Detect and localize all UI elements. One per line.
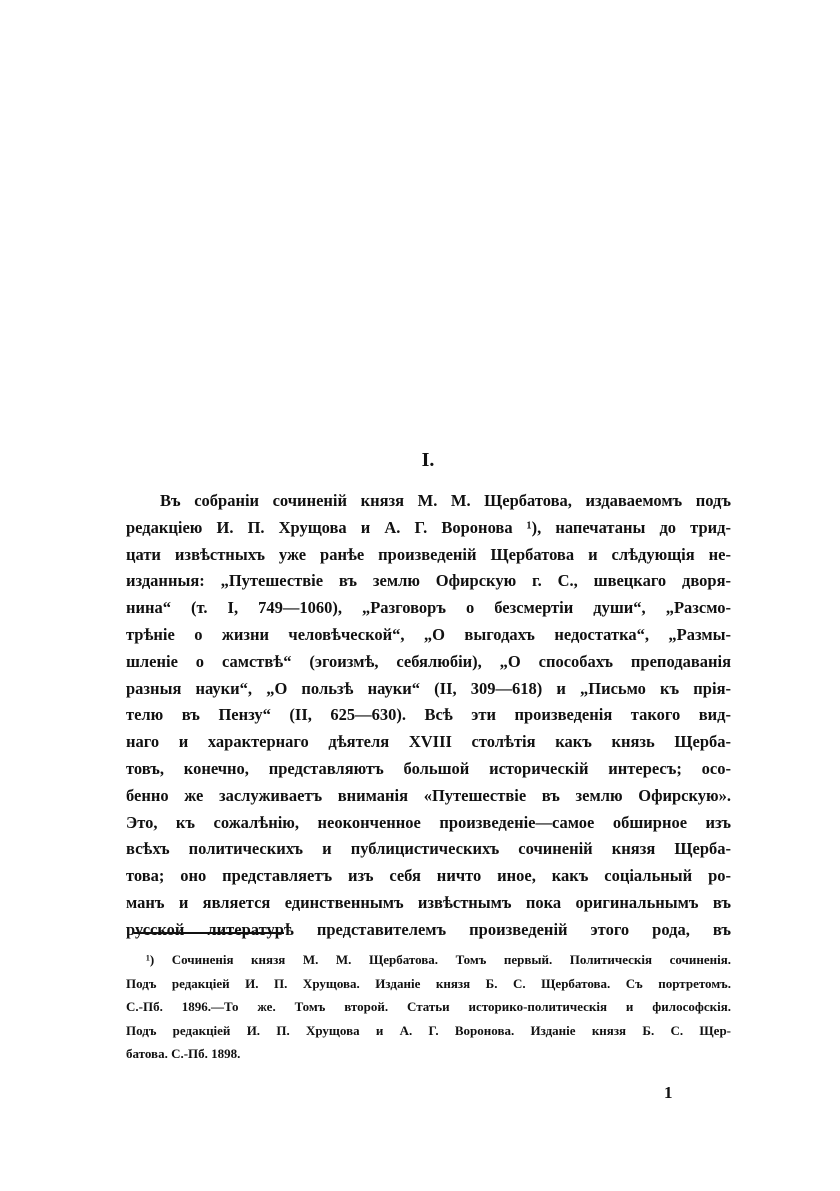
footnote-line: Подъ редакцiей И. П. Хрущова. Изданiе князя Б. С. Щербатова. Съ портретомъ. (126, 975, 731, 991)
text-line: телю въ Пензу“ (II, 625—630). Всѣ эти произведенiя такого вид- (126, 705, 731, 725)
footnote-line: ¹) Сочиненiя князя М. М. Щербатова. Томъ первый. Политическiя сочиненiя. (146, 952, 731, 967)
text-line: цати извѣстныхъ уже ранѣе произведенiй Щербатова и слѣдующiя не- (126, 544, 731, 564)
text-line: това; оно представляетъ изъ себя ничто иное, какъ соцiальный ро- (126, 866, 731, 886)
text-line: шленiе о самствѣ“ (эгоизмѣ, себялюбiи), „О способахъ преподаванiя (126, 651, 731, 671)
text-line: разныя науки“, „О пользѣ науки“ (II, 309—618) и „Письмо къ прiя- (126, 678, 731, 698)
text-line: бенно же заслуживаетъ вниманiя «Путешествiе въ землю Офирскую». (126, 785, 731, 805)
footnote-line: С.-Пб. 1896.—То же. Томъ второй. Статьи историко-политическiя и философскiя. (126, 999, 731, 1014)
text-line: редакцiею И. П. Хрущова и А. Г. Воронова ¹), напечатаны до трид- (126, 517, 731, 537)
text-line: Это, къ сожалѣнiю, неоконченное произведенiе—самое обширное изъ (126, 812, 731, 832)
text-line: нина“ (т. I, 749—1060), „Разговоръ о безсмертiи души“, „Разсмо- (126, 598, 731, 618)
text-line: русской литературѣ представителемъ произведенiй этого рода, въ (126, 919, 731, 939)
text-line: всѣхъ политическихъ и публицистическихъ сочиненiй князя Щерба- (126, 839, 731, 859)
footnote-line: Подъ редакцiей И. П. Хрущова и А. Г. Воронова. Изданiе князя Б. С. Щер- (126, 1022, 731, 1038)
text-line: трѣнiе о жизни человѣческой“, „О выгодахъ недостатка“, „Размы- (126, 624, 731, 644)
text-line: манъ и является единственнымъ извѣстнымъ пока оригинальнымъ въ (126, 892, 731, 912)
footnote-separator (134, 932, 284, 934)
text-line: наго и характернаго дѣятеля XVIII столѣтiя какъ князь Щерба- (126, 732, 731, 752)
footnote-line: батова. С.-Пб. 1898. (126, 1046, 241, 1061)
text-line: товъ, конечно, представляютъ большой историческiй интересъ; осо- (126, 758, 731, 778)
footnote (126, 948, 731, 1066)
text-line: изданныя: „Путешествiе въ землю Офирскую г. С., швецкаго дворя- (126, 571, 731, 591)
text-line: Въ собранiи сочиненiй князя М. М. Щербатова, издаваемомъ подъ (160, 491, 731, 510)
chapter-heading: I. (421, 449, 435, 471)
main-text (126, 488, 731, 944)
page-number: 1 (664, 1083, 673, 1102)
